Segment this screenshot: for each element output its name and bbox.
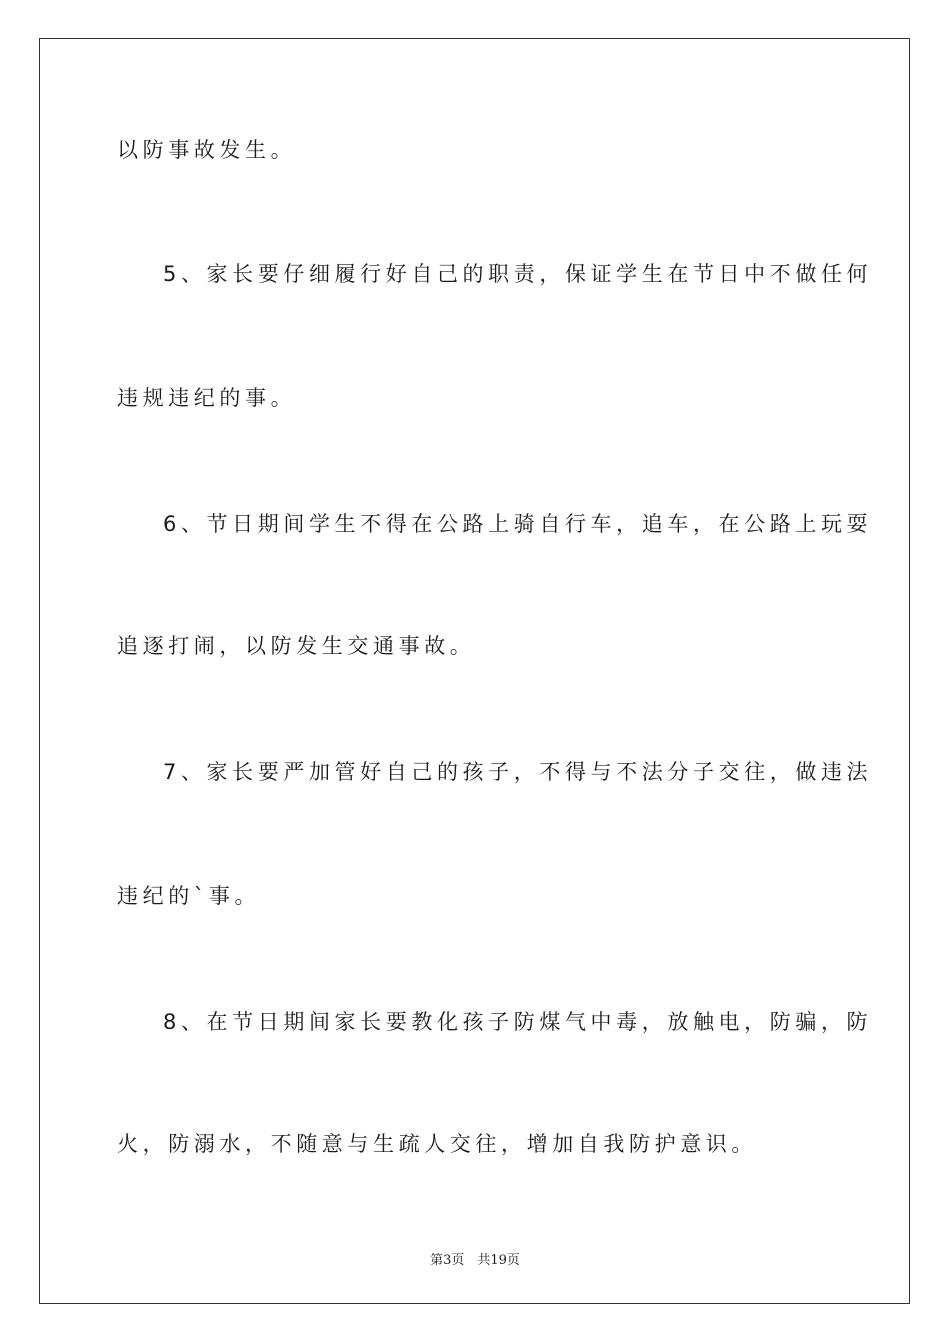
paragraph-line: 6、节日期间学生不得在公路上骑自行车，追车，在公路上玩耍 <box>163 512 873 536</box>
page-border <box>39 38 910 1304</box>
paragraph-line: 以防事故发生。 <box>117 138 297 162</box>
paragraph-line: 8、在节日期间家长要教化孩子防煤气中毒，放触电，防骗，防 <box>163 1010 873 1034</box>
paragraph-line: 追逐打闹，以防发生交通事故。 <box>117 634 476 658</box>
page-number-footer: 第3页 共19页 <box>430 1253 520 1268</box>
paragraph-line: 违规违纪的事。 <box>117 386 297 410</box>
paragraph-line: 5、家长要仔细履行好自己的职责，保证学生在节日中不做任何 <box>163 262 873 286</box>
paragraph-line: 火，防溺水，不随意与生疏人交往，增加自我防护意识。 <box>117 1132 757 1156</box>
paragraph-line: 7、家长要严加管好自己的孩子，不得与不法分子交往，做违法 <box>163 760 873 784</box>
paragraph-line: 违纪的`事。 <box>117 884 261 908</box>
